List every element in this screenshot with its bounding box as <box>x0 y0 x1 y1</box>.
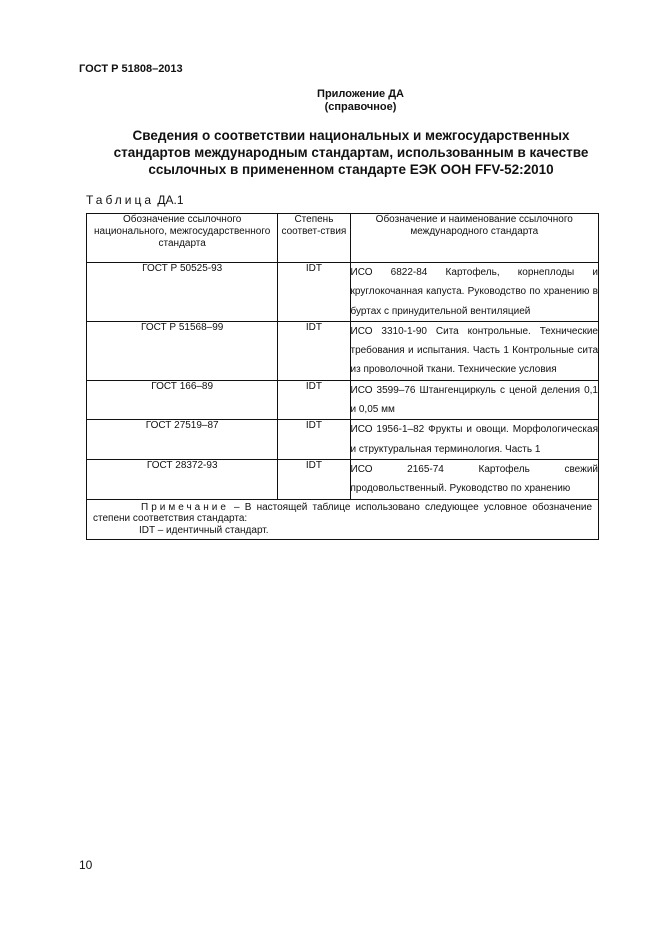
correspondence-table <box>86 213 599 540</box>
table-row <box>87 459 599 499</box>
header-international-standard: Обозначение и наименование ссылочного международного стандарта <box>350 214 599 263</box>
header-national-standard: Обозначение ссылочного национального, межгосударственного стандарта <box>87 214 278 263</box>
table-label <box>86 193 184 207</box>
section-heading <box>86 127 616 178</box>
cell-national: ГОСТ 166–89 <box>87 380 278 420</box>
cell-international: ИСО 3599–76 Штангенциркуль с ценой деления 0,1 и 0,05 мм <box>350 380 599 420</box>
cell-national: ГОСТ 27519–87 <box>87 420 278 460</box>
cell-degree: IDT <box>278 380 350 420</box>
cell-national: ГОСТ Р 51568–99 <box>87 321 278 380</box>
table-row <box>87 420 599 460</box>
annex-subtitle: (справочное) <box>324 101 397 113</box>
table-header-row <box>87 214 599 263</box>
cell-national: ГОСТ Р 50525-93 <box>87 263 278 322</box>
cell-degree: IDT <box>278 459 350 499</box>
table-label-number: ДА.1 <box>157 193 184 207</box>
note-label: Примечание <box>141 501 229 513</box>
cell-degree: IDT <box>278 321 350 380</box>
table-label-word: Таблица <box>86 193 155 207</box>
note-line <box>93 502 592 514</box>
page-number: 10 <box>79 858 93 872</box>
cell-international: ИСО 2165-74 Картофель свежий продовольственный. Руководство по хранению <box>350 459 599 499</box>
cell-degree: IDT <box>278 420 350 460</box>
note-line: IDT – идентичный стандарт. <box>139 524 269 536</box>
heading-line: ссылочных в примененном стандарте ЕЭК ООН FFV-52:2010 <box>148 162 554 177</box>
table-row <box>87 263 599 322</box>
cell-international: ИСО 6822-84 Картофель, корнеплоды и круглокочанная капуста. Руководство по хранению в буртах с принудительной вентиляцией <box>350 263 599 322</box>
heading-line: Сведения о соответствии национальных и межгосударственных <box>132 128 570 143</box>
cell-national: ГОСТ 28372-93 <box>87 459 278 499</box>
cell-international: ИСО 1956-1–82 Фрукты и овощи. Морфологическая и структуральная терминология. Часть 1 <box>350 420 599 460</box>
cell-international: ИСО 3310-1-90 Сита контрольные. Технические требования и испытания. Часть 1 Контрольные сита из проволочной ткани. Технические условия <box>350 321 599 380</box>
header-degree: Степень соответ-ствия <box>278 214 350 263</box>
heading-line: стандартов международным стандартам, использованным в качестве <box>113 145 589 160</box>
table-row <box>87 321 599 380</box>
table-note-row <box>87 499 599 540</box>
cell-degree: IDT <box>278 263 350 322</box>
table-row <box>87 380 599 420</box>
note-line: степени соответствия стандарта: <box>93 513 248 525</box>
note-text: – В настоящей таблице использовано следующее условное обозначение <box>228 501 592 513</box>
table-note <box>87 499 599 540</box>
document-code: ГОСТ Р 51808–2013 <box>79 63 183 75</box>
annex-title: Приложение ДА <box>317 88 404 100</box>
